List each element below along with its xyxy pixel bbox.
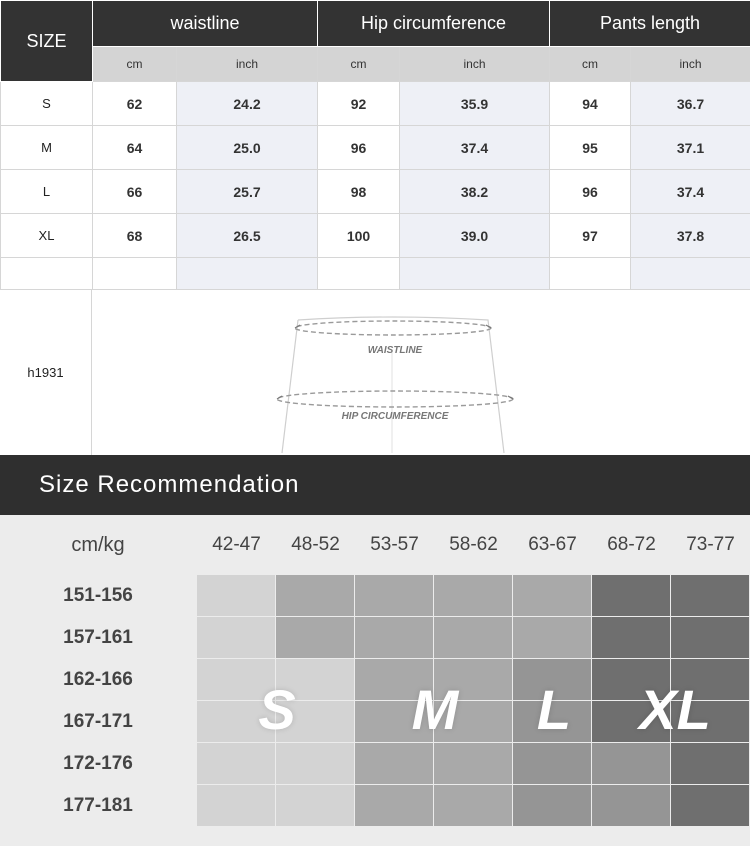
size-cell-s xyxy=(197,743,275,784)
table-cell: 36.7 xyxy=(631,82,750,126)
size-cell-m xyxy=(355,617,433,658)
table-cell: 100 xyxy=(318,214,400,258)
size-cell-m xyxy=(276,575,354,616)
unit-header: inch xyxy=(631,47,750,82)
size-cell-m xyxy=(434,617,512,658)
size-cell-s xyxy=(197,575,275,616)
table-cell: 64 xyxy=(93,126,177,170)
table-cell: 96 xyxy=(318,126,400,170)
height-range-label: 151-156 xyxy=(63,585,133,606)
recommendation-title: Size Recommendation xyxy=(39,471,300,498)
height-range-label: 157-161 xyxy=(63,627,133,648)
size-cell-m xyxy=(276,617,354,658)
hip-label: HIP CIRCUMFERENCE xyxy=(341,411,449,422)
size-cell-xl xyxy=(671,743,749,784)
size-cell-s xyxy=(276,743,354,784)
size-label: XL xyxy=(1,214,93,258)
size-cell-m xyxy=(513,617,591,658)
recommendation-banner xyxy=(0,455,750,515)
unit-header: inch xyxy=(177,47,318,82)
size-cell-m xyxy=(513,575,591,616)
measurement-diagram xyxy=(0,289,750,455)
table-cell: 97 xyxy=(550,214,631,258)
size-cell-m xyxy=(434,785,512,826)
size-zone-label: S xyxy=(258,678,296,741)
height-range-label: 167-171 xyxy=(63,711,133,732)
size-cell-xl xyxy=(671,575,749,616)
pants-illustration xyxy=(92,290,750,455)
size-zone-label: XL xyxy=(639,678,711,741)
hip-header: Hip circumference xyxy=(318,1,550,47)
table-cell: 37.8 xyxy=(631,214,750,258)
weight-range-header: 53-57 xyxy=(370,534,419,555)
waistline-label: WAISTLINE xyxy=(367,345,423,356)
weight-range-header: 73-77 xyxy=(686,534,735,555)
size-cell-l xyxy=(513,743,591,784)
unit-header: cm xyxy=(318,47,400,82)
grid-corner-label: cm/kg xyxy=(71,533,125,556)
weight-range-header: 42-47 xyxy=(212,534,261,555)
table-cell: 66 xyxy=(93,170,177,214)
size-cell-s xyxy=(276,785,354,826)
size-zone-label: M xyxy=(411,678,459,741)
size-recommendation-grid xyxy=(0,515,750,846)
size-cell-xl xyxy=(671,785,749,826)
unit-header: inch xyxy=(400,47,550,82)
size-zone-label: L xyxy=(536,678,572,741)
size-cell-m xyxy=(434,743,512,784)
height-range-label: 172-176 xyxy=(63,753,133,774)
table-cell: 98 xyxy=(318,170,400,214)
table-row xyxy=(1,170,750,214)
table-cell: 37.4 xyxy=(400,126,550,170)
size-label: L xyxy=(1,170,93,214)
table-cell: 62 xyxy=(93,82,177,126)
product-code: h1931 xyxy=(0,290,92,455)
weight-range-header: 48-52 xyxy=(291,534,340,555)
size-cell-m xyxy=(355,785,433,826)
table-row xyxy=(1,214,750,258)
weight-range-header: 58-62 xyxy=(449,534,498,555)
table-cell: 25.7 xyxy=(177,170,318,214)
size-cell-l xyxy=(592,785,670,826)
size-cell-s xyxy=(197,785,275,826)
size-cell-xl xyxy=(592,617,670,658)
height-range-label: 162-166 xyxy=(63,669,133,690)
size-cell-s xyxy=(197,617,275,658)
size-cell-xl xyxy=(671,617,749,658)
table-row xyxy=(1,126,750,170)
table-cell: 37.4 xyxy=(631,170,750,214)
size-cell-m xyxy=(355,575,433,616)
table-cell: 37.1 xyxy=(631,126,750,170)
size-cell-m xyxy=(355,743,433,784)
weight-range-header: 63-67 xyxy=(528,534,577,555)
weight-range-header: 68-72 xyxy=(607,534,656,555)
table-cell: 92 xyxy=(318,82,400,126)
table-row xyxy=(1,82,750,126)
size-chart-table xyxy=(0,0,750,290)
table-cell: 26.5 xyxy=(177,214,318,258)
table-cell: 38.2 xyxy=(400,170,550,214)
table-cell: 95 xyxy=(550,126,631,170)
table-cell: 24.2 xyxy=(177,82,318,126)
pants-length-header: Pants length xyxy=(550,1,750,47)
size-label: M xyxy=(1,126,93,170)
unit-header: cm xyxy=(550,47,631,82)
table-row-empty xyxy=(1,258,750,290)
table-cell: 68 xyxy=(93,214,177,258)
size-cell-m xyxy=(434,575,512,616)
size-cell-l xyxy=(592,743,670,784)
table-cell: 96 xyxy=(550,170,631,214)
table-cell: 25.0 xyxy=(177,126,318,170)
size-cell-l xyxy=(513,785,591,826)
size-header: SIZE xyxy=(1,1,93,82)
size-label: S xyxy=(1,82,93,126)
table-cell: 94 xyxy=(550,82,631,126)
unit-header: cm xyxy=(93,47,177,82)
table-cell: 39.0 xyxy=(400,214,550,258)
table-cell: 35.9 xyxy=(400,82,550,126)
waistline-header: waistline xyxy=(93,1,318,47)
size-cell-xl xyxy=(592,575,670,616)
height-range-label: 177-181 xyxy=(63,795,133,816)
